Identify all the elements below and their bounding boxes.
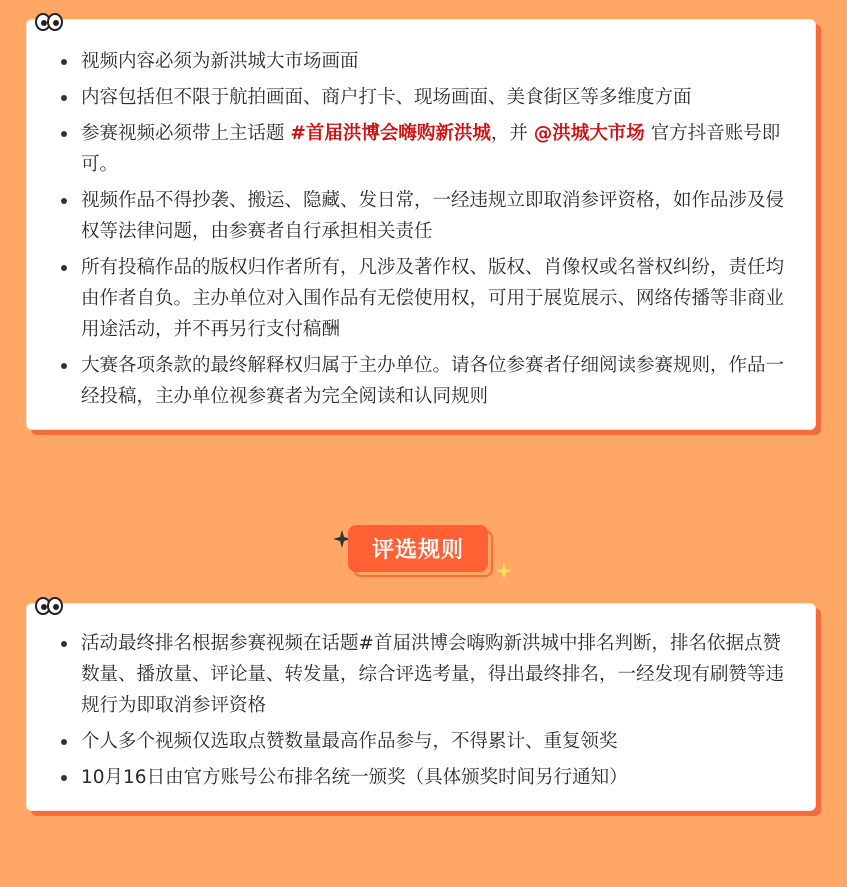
- eyes-icon: [35, 597, 63, 615]
- account-mention: @洪城大市场: [533, 123, 645, 144]
- item-text: 官方抖音账号即可。: [81, 123, 781, 175]
- rules-list: [81, 46, 795, 412]
- topic-hashtag: #首届洪博会嗨购新洪城: [290, 123, 491, 144]
- list-item: 个人多个视频仅选取点赞数量最高作品参与，不得累计、重复领奖: [81, 726, 795, 757]
- list-item: 内容包括但不限于航拍画面、商户打卡、现场画面、美食街区等多维度方面: [81, 82, 795, 113]
- sparkle-icon: [496, 563, 512, 579]
- list-item: 10月16日由官方账号公布排名统一颁奖（具体颁奖时间另行通知）: [81, 762, 795, 793]
- title-badge: 评选规则: [348, 525, 488, 572]
- selection-list: [81, 628, 795, 793]
- list-item: 视频内容必须为新洪城大市场画面: [81, 46, 795, 77]
- eyes-icon: [35, 13, 63, 31]
- list-item: 视频作品不得抄袭、搬运、隐藏、发日常，一经违规立即取消参评资格，如作品涉及侵权等法律问题，由参赛者自行承担相关责任: [81, 185, 795, 247]
- rules-card: [26, 19, 816, 430]
- item-text: ，并: [490, 123, 534, 144]
- selection-rules-card: [26, 603, 816, 811]
- list-item: [81, 118, 795, 180]
- list-item: 大赛各项条款的最终解释权归属于主办单位。请各位参赛者仔细阅读参赛规则，作品一经投稿，主办单位视参赛者为完全阅读和认同规则: [81, 350, 795, 412]
- item-text: 参赛视频必须带上主话题: [81, 123, 291, 144]
- section-title: [348, 525, 496, 581]
- list-item: 所有投稿作品的版权归作者所有，凡涉及著作权、版权、肖像权或名誉权纠纷，责任均由作者自负。主办单位对入围作品有无偿使用权，可用于展览展示、网络传播等非商业用途活动，并不再另行支付稿酬: [81, 252, 795, 345]
- list-item: 活动最终排名根据参赛视频在话题#首届洪博会嗨购新洪城中排名判断，排名依据点赞数量、播放量、评论量、转发量，综合评选考量，得出最终排名，一经发现有刷赞等违规行为即取消参评资格: [81, 628, 795, 721]
